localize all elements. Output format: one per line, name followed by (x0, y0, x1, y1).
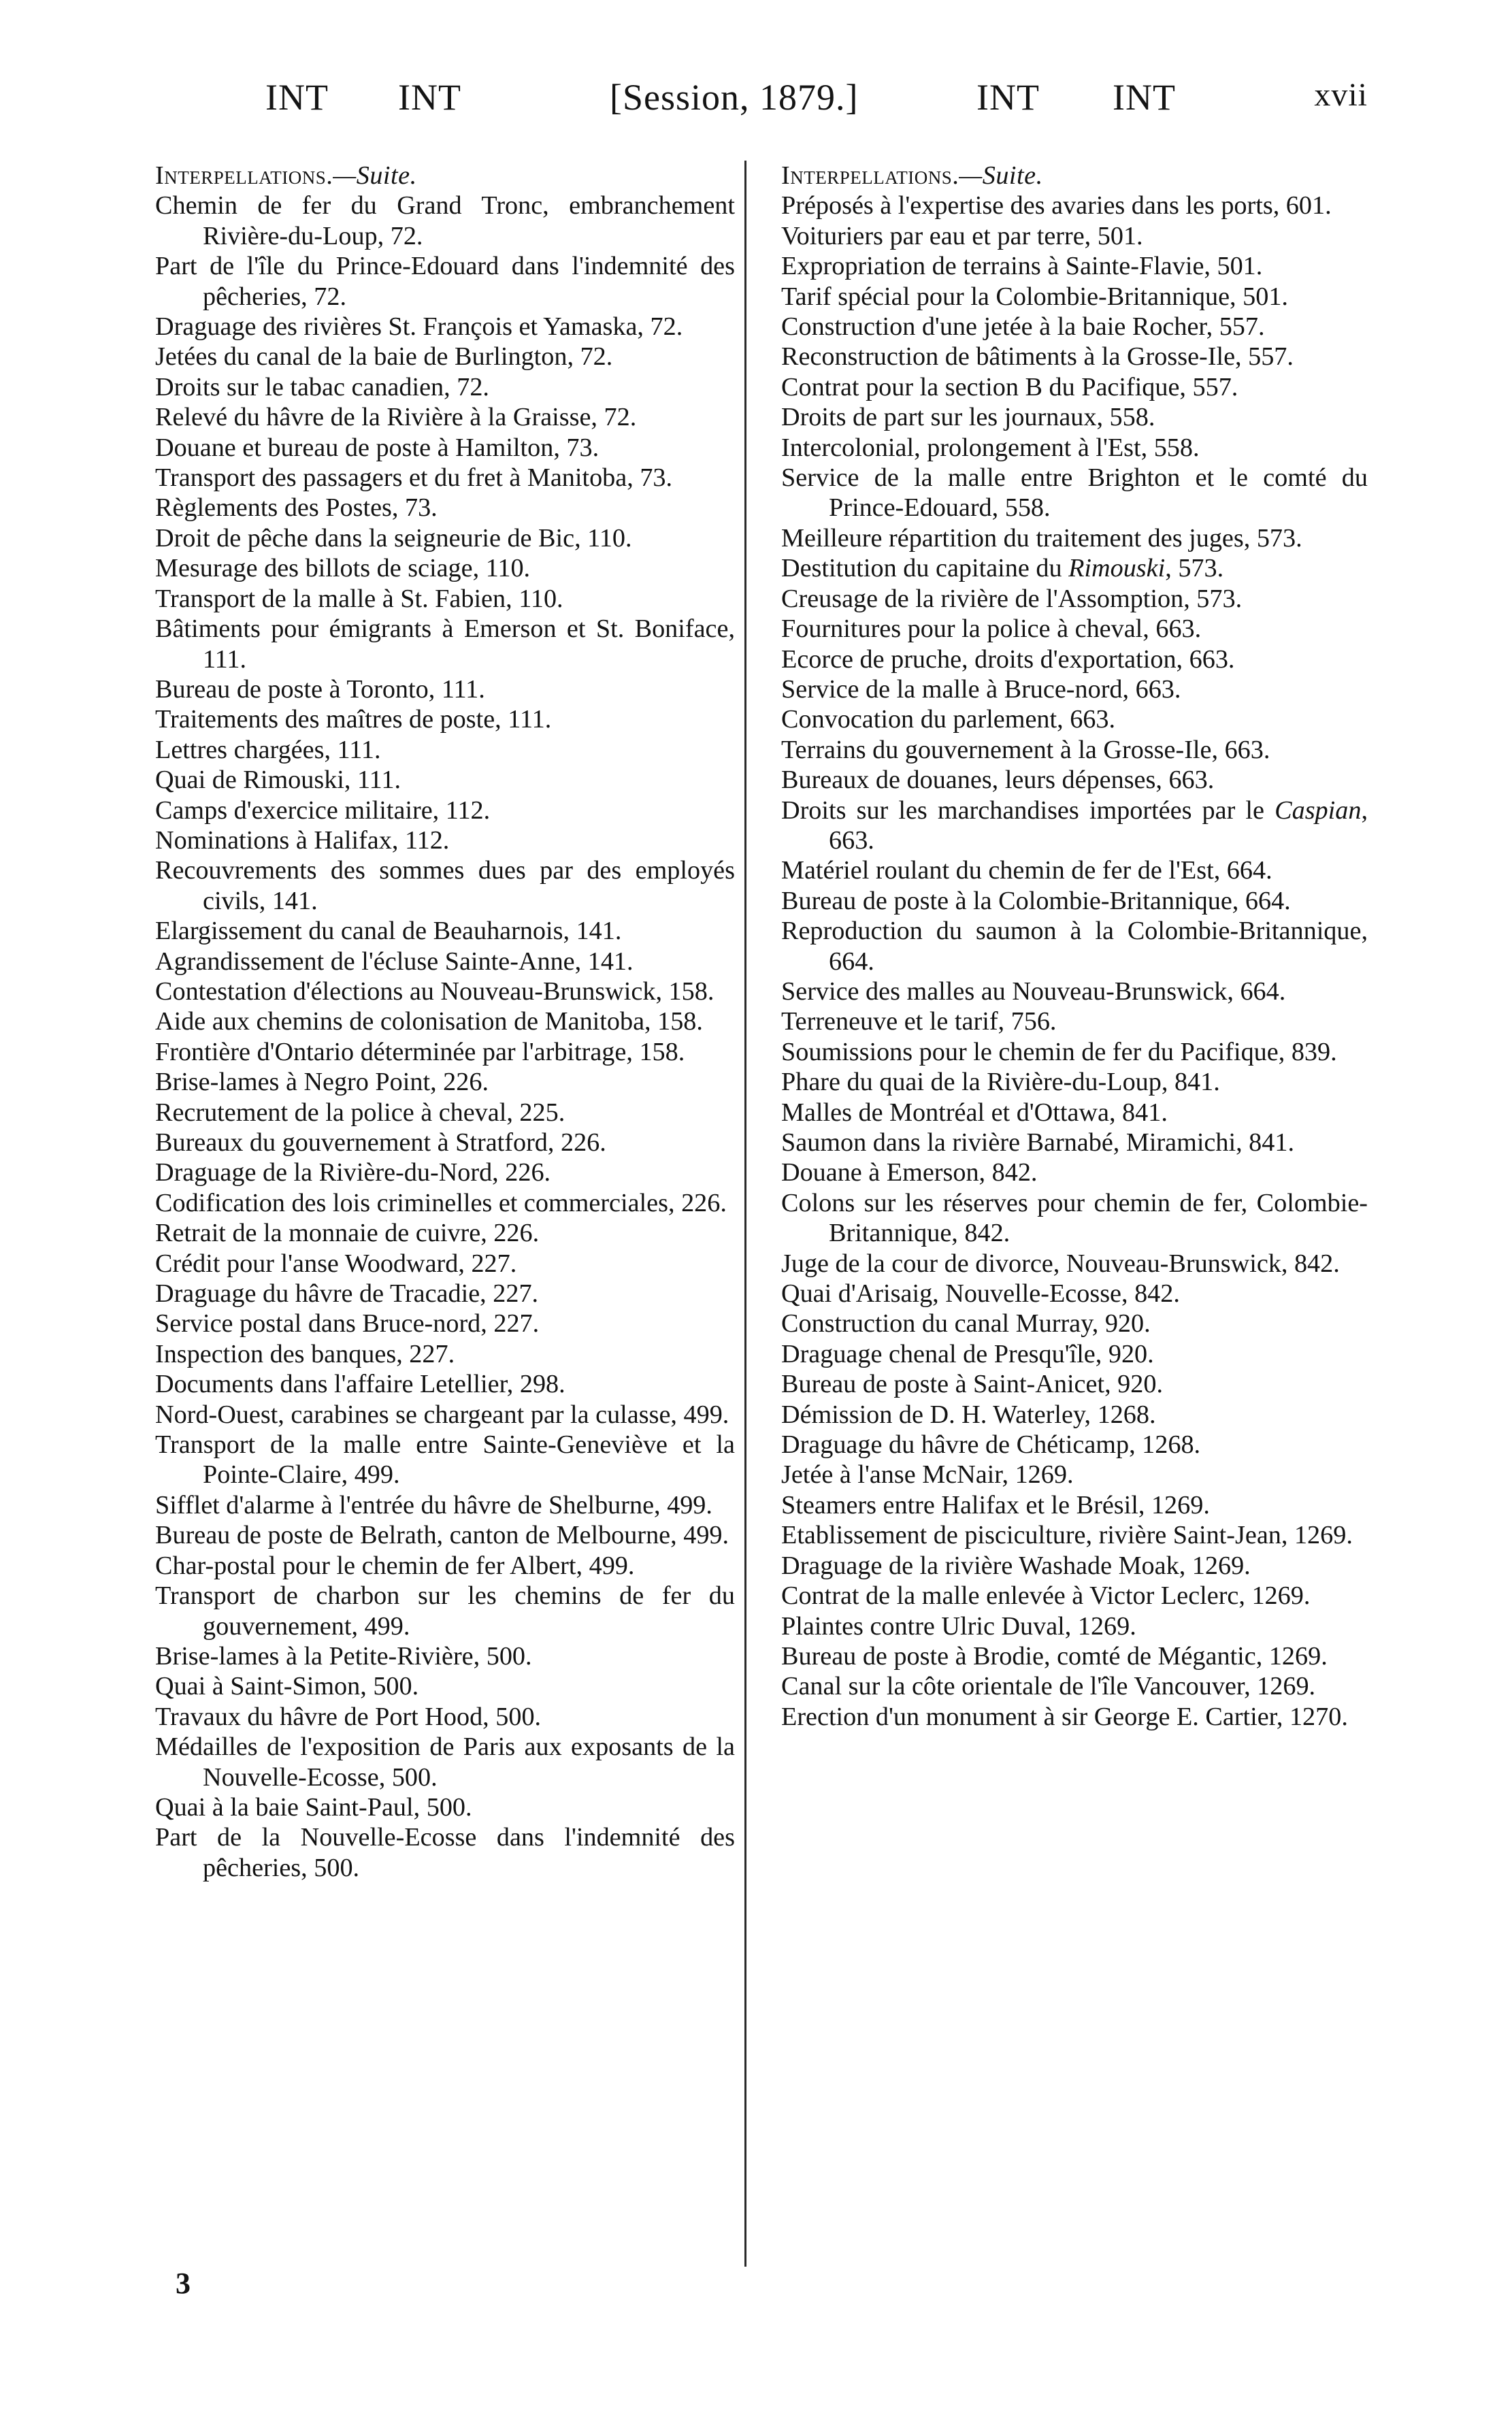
index-entry: Aide aux chemins de colonisation de Manitoba, 158. (155, 1007, 703, 1036)
index-entry: Bureau de poste à Toronto, 111. (155, 674, 485, 704)
index-entry: Quai d'Arisaig, Nouvelle-Ecosse, 842. (781, 1279, 1180, 1309)
header-guide-word-2: INT (398, 77, 461, 118)
index-entry: Creusage de la rivière de l'Assomption, 573. (781, 584, 1243, 613)
index-entry: Matériel roulant du chemin de fer de l'Est, 664. (781, 856, 1272, 885)
right-column-heading (781, 161, 1368, 191)
index-entry: Part de la Nouvelle-Ecosse dans l'indemnité des pêcheries, 500. (155, 1823, 735, 1882)
left-heading-suite: —Suite. (333, 161, 417, 190)
index-entry-caspian (781, 795, 1368, 856)
entry-text: Destitution du capitaine du (781, 554, 1069, 583)
index-entry: Quai à la baie Saint-Paul, 500. (155, 1792, 472, 1822)
column-divider (744, 161, 746, 2267)
index-entry: Service des malles au Nouveau-Brunswick, 664. (781, 976, 1286, 1006)
index-entry: Lettres chargées, 111. (155, 735, 381, 764)
index-entry: Draguage de la Rivière-du-Nord, 226. (155, 1158, 551, 1187)
index-entry: Juge de la cour de divorce, Nouveau-Brunswick, 842. (781, 1249, 1340, 1278)
header-guide-word-1: INT (265, 77, 329, 118)
index-entry: Etablissement de pisciculture, rivière Saint-Jean, 1269. (781, 1521, 1353, 1550)
index-entry: Reproduction du saumon à la Colombie-Britannique, 664. (781, 917, 1368, 976)
index-entry: Char-postal pour le chemin de fer Albert, 499. (155, 1551, 635, 1580)
index-entry: Fournitures pour la police à cheval, 663. (781, 614, 1202, 644)
header-guide-word-3: INT (976, 77, 1040, 118)
index-entry: Quai à Saint-Simon, 500. (155, 1672, 419, 1701)
index-entry: Droits sur le tabac canadien, 72. (155, 372, 489, 401)
index-entry: Contrat pour la section B du Pacifique, 557. (781, 372, 1238, 401)
left-heading-title: Interpellations. (155, 161, 333, 190)
index-entry: Recouvrements des sommes dues par des employés civils, 141. (155, 856, 735, 915)
right-heading-title: Interpellations. (781, 161, 959, 190)
index-entry: Frontière d'Ontario déterminée par l'arbitrage, 158. (155, 1037, 685, 1066)
index-entry: Transport de charbon sur les chemins de fer du gouvernement, 499. (155, 1581, 735, 1641)
index-entry-rimouski (781, 553, 1368, 583)
page-number: xvii (1314, 77, 1368, 113)
index-entry: Terreneuve et le tarif, 756. (781, 1007, 1057, 1036)
index-entry: Mesurage des billots de sciage, 110. (155, 554, 531, 583)
index-entry: Steamers entre Halifax et le Brésil, 1269. (781, 1490, 1210, 1519)
index-entry: Erection d'un monument à sir George E. Cartier, 1270. (781, 1702, 1348, 1731)
index-entry: Bureaux de douanes, leurs dépenses, 663. (781, 766, 1215, 795)
index-entry: Plaintes contre Ulric Duval, 1269. (781, 1611, 1136, 1641)
index-entry: Soumissions pour le chemin de fer du Pacifique, 839. (781, 1037, 1337, 1066)
index-entry: Agrandissement de l'écluse Sainte-Anne, 141. (155, 947, 634, 976)
index-entry: Codification des lois criminelles et commerciales, 226. (155, 1188, 727, 1217)
index-entry: Colons sur les réserves pour chemin de fer, Colombie-Britannique, 842. (781, 1188, 1368, 1248)
entry-text: Droits sur les marchandises importées par le (781, 795, 1275, 825)
running-header (265, 76, 1368, 131)
index-entry: Intercolonial, prolongement à l'Est, 558. (781, 433, 1200, 462)
index-entry: Démission de D. H. Waterley, 1268. (781, 1400, 1156, 1429)
index-entry: Bureau de poste à Brodie, comté de Mégantic, 1269. (781, 1641, 1328, 1671)
index-entry: Part de l'île du Prince-Edouard dans l'indemnité des pêcheries, 72. (155, 252, 735, 311)
index-entry: Reconstruction de bâtiments à la Grosse-Ile, 557. (781, 342, 1294, 372)
index-entry: Douane à Emerson, 842. (781, 1158, 1038, 1187)
ship-name: Caspian (1275, 795, 1362, 825)
ship-name: Rimouski (1068, 554, 1166, 583)
index-entry: Elargissement du canal de Beauharnois, 141. (155, 917, 622, 946)
index-entry: Service postal dans Bruce-nord, 227. (155, 1309, 540, 1338)
index-entry: Transport des passagers et du fret à Manitoba, 73. (155, 463, 673, 493)
entry-page-ref: , 663. (829, 795, 1368, 855)
index-entry: Bureau de poste à Saint-Anicet, 920. (781, 1370, 1163, 1399)
index-entry: Jetée à l'anse McNair, 1269. (781, 1460, 1074, 1490)
left-column-heading (155, 161, 735, 191)
index-entry: Bureau de poste de Belrath, canton de Melbourne, 499. (155, 1521, 729, 1550)
signature-mark: 3 (176, 2267, 191, 2300)
header-guide-word-4: INT (1113, 77, 1176, 118)
index-entry: Construction du canal Murray, 920. (781, 1309, 1151, 1338)
index-entry: Droit de pêche dans la seigneurie de Bic, 110. (155, 523, 632, 553)
index-entry: Malles de Montréal et d'Ottawa, 841. (781, 1098, 1168, 1127)
index-entry: Préposés à l'expertise des avaries dans les ports, 601. (781, 191, 1332, 220)
index-entry: Nominations à Halifax, 112. (155, 825, 450, 855)
index-entry: Chemin de fer du Grand Tronc, embranchement Rivière-du-Loup, 72. (155, 191, 735, 250)
index-entry: Traitements des maîtres de poste, 111. (155, 705, 552, 734)
index-entry: Documents dans l'affaire Letellier, 298. (155, 1370, 565, 1399)
index-entry: Tarif spécial pour la Colombie-Britannique, 501. (781, 282, 1288, 311)
index-entry: Draguage des rivières St. François et Yamaska, 72. (155, 312, 683, 342)
index-entry: Règlements des Postes, 73. (155, 493, 438, 523)
index-entry: Terrains du gouvernement à la Grosse-Ile, 663. (781, 735, 1270, 764)
index-entry: Sifflet d'alarme à l'entrée du hâvre de Shelburne, 499. (155, 1490, 712, 1519)
index-entry: Bureaux du gouvernement à Stratford, 226. (155, 1128, 606, 1157)
index-entry: Inspection des banques, 227. (155, 1339, 455, 1368)
index-entry: Voituriers par eau et par terre, 501. (781, 221, 1143, 250)
index-entry: Service de la malle entre Brighton et le comté du Prince-Edouard, 558. (781, 463, 1368, 523)
index-entry: Travaux du hâvre de Port Hood, 500. (155, 1702, 542, 1731)
left-column (155, 161, 735, 1883)
index-entry: Draguage du hâvre de Tracadie, 227. (155, 1279, 539, 1309)
index-entry: Droits de part sur les journaux, 558. (781, 403, 1155, 432)
index-entry: Construction d'une jetée à la baie Rocher, 557. (781, 312, 1265, 342)
index-entry: Draguage de la rivière Washade Moak, 1269. (781, 1551, 1251, 1580)
index-entry: Bâtiments pour émigrants à Emerson et St. Boniface, 111. (155, 614, 735, 674)
index-entry: Contestation d'élections au Nouveau-Brunswick, 158. (155, 976, 714, 1006)
index-entry: Expropriation de terrains à Sainte-Flavie, 501. (781, 252, 1263, 281)
index-entry: Relevé du hâvre de la Rivière à la Graisse, 72. (155, 403, 637, 432)
index-entry: Brise-lames à Negro Point, 226. (155, 1068, 489, 1097)
entry-page-ref: , 573. (1165, 554, 1224, 583)
index-entry: Jetées du canal de la baie de Burlington, 72. (155, 342, 613, 372)
index-entry: Nord-Ouest, carabines se chargeant par la culasse, 499. (155, 1400, 729, 1429)
index-entry: Brise-lames à la Petite-Rivière, 500. (155, 1641, 532, 1671)
index-entry: Bureau de poste à la Colombie-Britannique, 664. (781, 886, 1291, 915)
index-entry: Ecorce de pruche, droits d'exportation, 663. (781, 644, 1235, 674)
index-entry: Convocation du parlement, 663. (781, 705, 1116, 734)
index-entry: Douane et bureau de poste à Hamilton, 73. (155, 433, 599, 462)
index-entry: Camps d'exercice militaire, 112. (155, 795, 491, 825)
index-entry: Meilleure répartition du traitement des juges, 573. (781, 523, 1302, 553)
right-column (781, 161, 1368, 1732)
index-entry: Retrait de la monnaie de cuivre, 226. (155, 1219, 540, 1248)
index-entry: Draguage du hâvre de Chéticamp, 1268. (781, 1430, 1201, 1460)
header-session: [Session, 1879.] (610, 77, 859, 118)
index-entry: Crédit pour l'anse Woodward, 227. (155, 1249, 517, 1278)
index-entry: Service de la malle à Bruce-nord, 663. (781, 674, 1181, 704)
index-entry: Transport de la malle entre Sainte-Geneviève et la Pointe-Claire, 499. (155, 1430, 735, 1490)
index-entry: Canal sur la côte orientale de l'île Vancouver, 1269. (781, 1672, 1316, 1701)
right-heading-suite: —Suite. (959, 161, 1043, 190)
index-entry: Draguage chenal de Presqu'île, 920. (781, 1339, 1154, 1368)
index-entry: Transport de la malle à St. Fabien, 110. (155, 584, 563, 613)
index-entry: Médailles de l'exposition de Paris aux exposants de la Nouvelle-Ecosse, 500. (155, 1732, 735, 1792)
index-entry: Quai de Rimouski, 111. (155, 766, 401, 795)
index-entry: Contrat de la malle enlevée à Victor Leclerc, 1269. (781, 1581, 1311, 1611)
index-entry: Recrutement de la police à cheval, 225. (155, 1098, 565, 1127)
index-entry: Saumon dans la rivière Barnabé, Miramichi, 841. (781, 1128, 1294, 1157)
index-entry: Phare du quai de la Rivière-du-Loup, 841. (781, 1068, 1220, 1097)
